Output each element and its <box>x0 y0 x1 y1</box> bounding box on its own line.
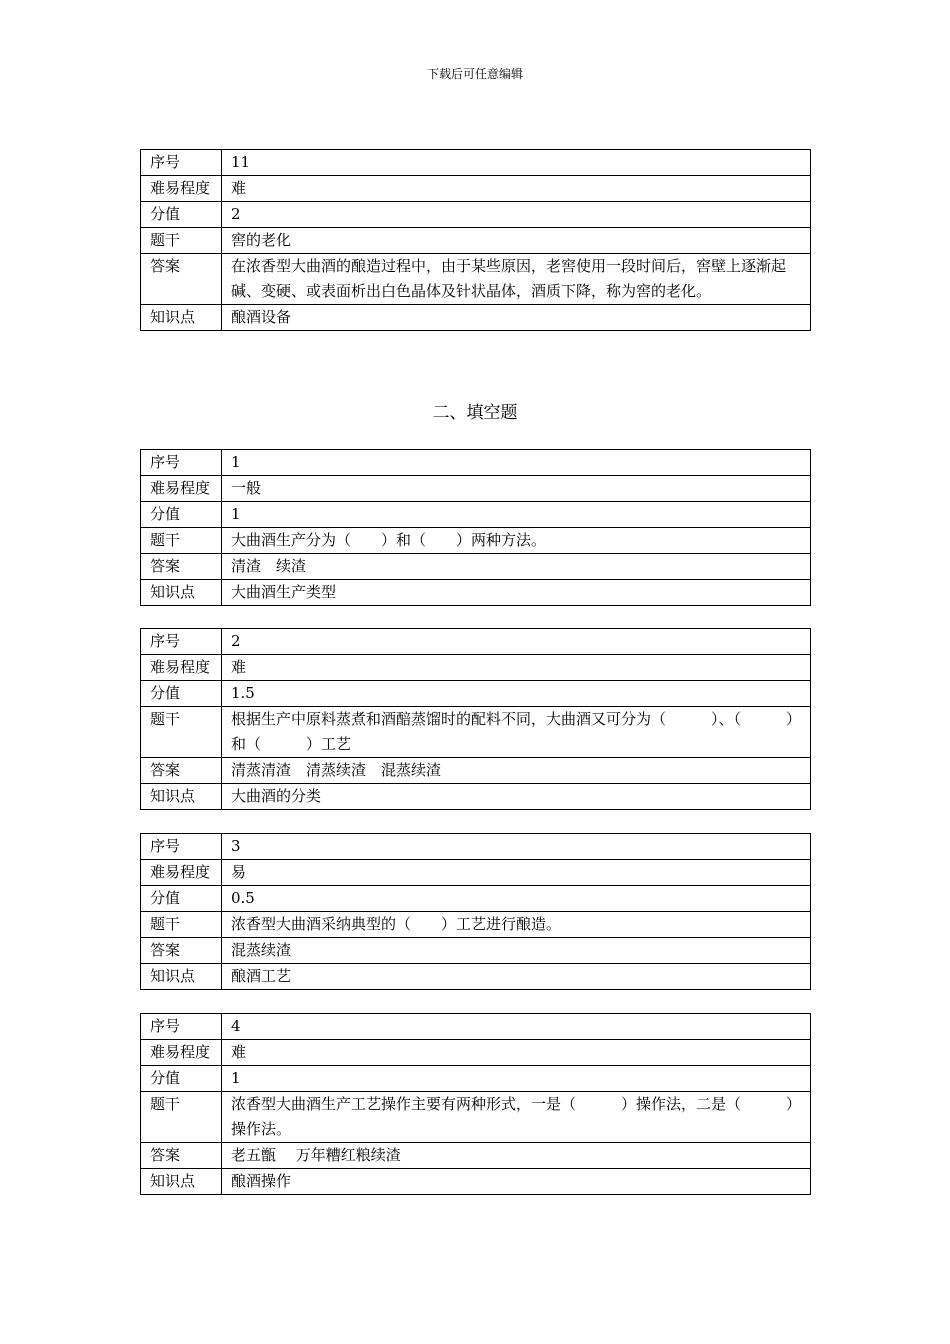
table-row <box>141 912 811 938</box>
question-table <box>140 1013 811 1195</box>
value-seq: 3 <box>222 834 811 860</box>
question-table <box>140 833 811 990</box>
table-row <box>141 655 811 681</box>
label-stem: 题干 <box>141 912 222 938</box>
label-stem: 题干 <box>141 528 222 554</box>
table-row <box>141 554 811 580</box>
value-knowledge: 酿酒工艺 <box>222 964 811 990</box>
label-difficulty: 难易程度 <box>141 476 222 502</box>
table-row <box>141 1066 811 1092</box>
table-row <box>141 1014 811 1040</box>
table-row <box>141 580 811 606</box>
table-row <box>141 707 811 758</box>
value-knowledge: 大曲酒生产类型 <box>222 580 811 606</box>
label-score: 分值 <box>141 202 222 228</box>
table-row <box>141 305 811 331</box>
label-knowledge: 知识点 <box>141 1169 222 1195</box>
value-answer: 清蒸清渣 清蒸续渣 混蒸续渣 <box>222 758 811 784</box>
value-difficulty: 难 <box>222 176 811 202</box>
label-stem: 题干 <box>141 707 222 758</box>
table-row <box>141 228 811 254</box>
table-row <box>141 528 811 554</box>
value-seq: 11 <box>222 150 811 176</box>
label-knowledge: 知识点 <box>141 305 222 331</box>
question-table <box>140 628 811 810</box>
table-row <box>141 502 811 528</box>
table-row <box>141 784 811 810</box>
value-answer: 清渣 续渣 <box>222 554 811 580</box>
table-row <box>141 860 811 886</box>
value-knowledge: 酿酒设备 <box>222 305 811 331</box>
label-seq: 序号 <box>141 150 222 176</box>
value-stem: 根据生产中原料蒸煮和酒醅蒸馏时的配料不同，大曲酒又可分为（ ）、（ ）和（ ）工艺 <box>222 707 811 758</box>
table-row <box>141 886 811 912</box>
label-stem: 题干 <box>141 228 222 254</box>
value-seq: 1 <box>222 450 811 476</box>
label-seq: 序号 <box>141 450 222 476</box>
table-row <box>141 1040 811 1066</box>
label-difficulty: 难易程度 <box>141 860 222 886</box>
label-stem: 题干 <box>141 1092 222 1143</box>
label-answer: 答案 <box>141 554 222 580</box>
value-answer: 老五甑 万年糟红粮续渣 <box>222 1143 811 1169</box>
value-seq: 2 <box>222 629 811 655</box>
value-stem: 大曲酒生产分为（ ）和（ ）两种方法。 <box>222 528 811 554</box>
value-score: 2 <box>222 202 811 228</box>
value-stem: 浓香型大曲酒生产工艺操作主要有两种形式，一是（ ）操作法，二是（ ）操作法。 <box>222 1092 811 1143</box>
value-answer: 在浓香型大曲酒的酿造过程中，由于某些原因，老窖使用一段时间后，窖壁上逐渐起碱、变硬、或表面析出白色晶体及针状晶体，酒质下降，称为窖的老化。 <box>222 254 811 305</box>
table-row <box>141 450 811 476</box>
label-seq: 序号 <box>141 834 222 860</box>
question-table <box>140 449 811 606</box>
table-row <box>141 938 811 964</box>
value-seq: 4 <box>222 1014 811 1040</box>
value-knowledge: 酿酒操作 <box>222 1169 811 1195</box>
label-score: 分值 <box>141 681 222 707</box>
table-row <box>141 476 811 502</box>
label-knowledge: 知识点 <box>141 784 222 810</box>
label-knowledge: 知识点 <box>141 964 222 990</box>
label-difficulty: 难易程度 <box>141 176 222 202</box>
question-table <box>140 149 811 331</box>
label-score: 分值 <box>141 886 222 912</box>
table-row <box>141 176 811 202</box>
label-difficulty: 难易程度 <box>141 655 222 681</box>
value-stem: 浓香型大曲酒采纳典型的（ ）工艺进行酿造。 <box>222 912 811 938</box>
table-row <box>141 834 811 860</box>
value-score: 1 <box>222 502 811 528</box>
table-row <box>141 1169 811 1195</box>
table-row <box>141 964 811 990</box>
value-difficulty: 难 <box>222 655 811 681</box>
value-difficulty: 难 <box>222 1040 811 1066</box>
label-answer: 答案 <box>141 938 222 964</box>
value-score: 1.5 <box>222 681 811 707</box>
label-answer: 答案 <box>141 758 222 784</box>
value-score: 0.5 <box>222 886 811 912</box>
label-answer: 答案 <box>141 1143 222 1169</box>
label-seq: 序号 <box>141 629 222 655</box>
label-seq: 序号 <box>141 1014 222 1040</box>
label-score: 分值 <box>141 502 222 528</box>
table-row <box>141 681 811 707</box>
table-row <box>141 1143 811 1169</box>
value-stem: 窖的老化 <box>222 228 811 254</box>
table-row <box>141 629 811 655</box>
page-header: 下载后可任意编辑 <box>426 67 523 81</box>
label-difficulty: 难易程度 <box>141 1040 222 1066</box>
value-difficulty: 易 <box>222 860 811 886</box>
table-row <box>141 1092 811 1143</box>
table-row <box>141 254 811 305</box>
label-knowledge: 知识点 <box>141 580 222 606</box>
label-answer: 答案 <box>141 254 222 305</box>
value-knowledge: 大曲酒的分类 <box>222 784 811 810</box>
table-row <box>141 758 811 784</box>
value-answer: 混蒸续渣 <box>222 938 811 964</box>
table-row <box>141 202 811 228</box>
value-score: 1 <box>222 1066 811 1092</box>
table-row <box>141 150 811 176</box>
section-title: 二、填空题 <box>432 403 518 423</box>
value-difficulty: 一般 <box>222 476 811 502</box>
label-score: 分值 <box>141 1066 222 1092</box>
